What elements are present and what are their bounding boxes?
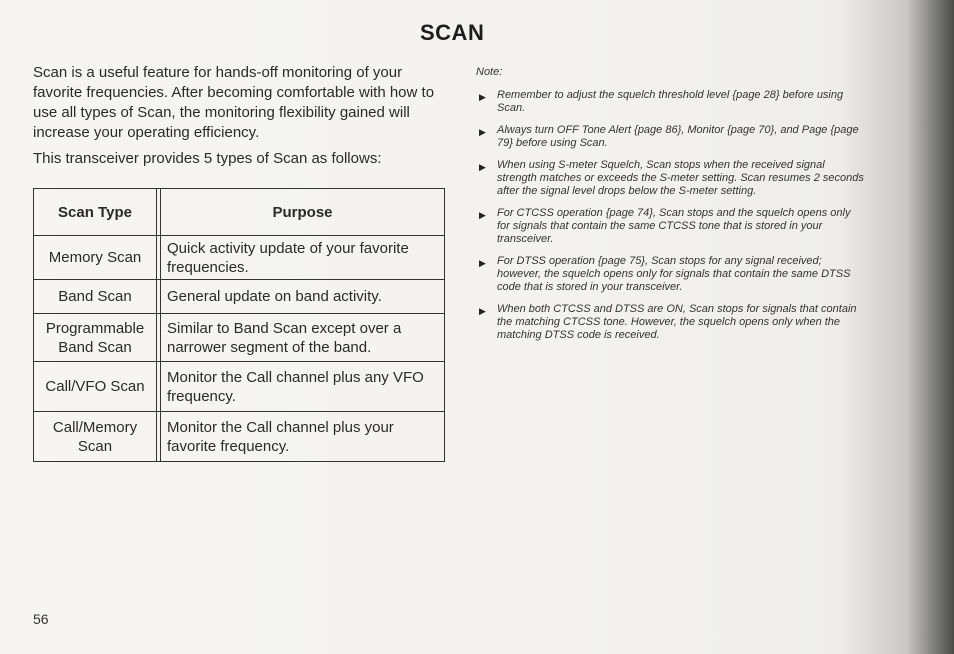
note-text: For CTCSS operation {page 74}, Scan stops and the squelch opens only for signals that contain the same CTCSS tone that is stored in your transceiver. <box>497 207 851 245</box>
scan-type-cell: Band Scan <box>34 280 157 314</box>
bullet-arrow-icon: ▶ <box>479 127 486 137</box>
note-text: When both CTCSS and DTSS are ON, Scan stops for signals that contain the matching CTCSS tone. However, the squelch opens only when the matching DTSS code is received. <box>497 303 857 341</box>
notes-list <box>476 89 866 351</box>
bullet-arrow-icon: ▶ <box>479 210 486 220</box>
purpose-cell: Monitor the Call channel plus any VFO frequency. <box>161 362 445 412</box>
intro-paragraph: Scan is a useful feature for hands-off monitoring of your favorite frequencies. After becoming comfortable with how to use all types of Scan, the monitoring flexibility gained will increase your operating efficiency. <box>33 64 435 141</box>
purpose-cell: Quick activity update of your favorite frequencies. <box>161 236 445 280</box>
list-item <box>476 159 866 198</box>
table-header-row <box>34 189 445 236</box>
scan-type-cell: Call/Memory Scan <box>34 412 157 462</box>
list-item <box>476 207 866 246</box>
purpose-cell: Monitor the Call channel plus your favorite frequency. <box>161 412 445 462</box>
bullet-arrow-icon: ▶ <box>479 306 486 316</box>
scan-types-table <box>33 188 445 462</box>
scan-type-cell: Memory Scan <box>34 236 157 280</box>
bleed-through-text <box>110 22 114 38</box>
note-text: For DTSS operation {page 75}, Scan stops for any signal received; however, the squelch opens only for signals that contain the same DTSS code that is stored in your transceiver. <box>497 255 851 293</box>
bullet-arrow-icon: ▶ <box>479 258 486 268</box>
table-row <box>34 236 445 280</box>
page-title: SCAN <box>420 20 485 45</box>
table-header-scan-type: Scan Type <box>34 189 157 236</box>
note-text: Remember to adjust the squelch threshold level {page 28} before using Scan. <box>497 89 844 114</box>
list-item <box>476 89 866 115</box>
scan-type-cell: Call/VFO Scan <box>34 362 157 412</box>
table-header-purpose: Purpose <box>161 189 445 236</box>
table-row <box>34 280 445 314</box>
purpose-cell: Similar to Band Scan except over a narrower segment of the band. <box>161 314 445 362</box>
bullet-arrow-icon: ▶ <box>479 162 486 172</box>
table-row <box>34 412 445 462</box>
purpose-cell: General update on band activity. <box>161 280 445 314</box>
list-item <box>476 303 866 342</box>
page-number: 56 <box>33 611 49 627</box>
note-text: When using S-meter Squelch, Scan stops when the received signal strength matches or exceeds the S-meter setting. Scan resumes 2 seconds after the signal level drops below the S-meter setting. <box>497 159 864 197</box>
note-label: Note: <box>476 66 503 78</box>
table-row <box>34 314 445 362</box>
list-item <box>476 124 866 150</box>
bullet-arrow-icon: ▶ <box>479 92 486 102</box>
list-item <box>476 255 866 294</box>
note-text: Always turn OFF Tone Alert {page 86}, Monitor {page 70}, and Page {page 79} before using Scan. <box>497 124 859 149</box>
scan-types-intro: This transceiver provides 5 types of Scan as follows: <box>33 150 382 167</box>
table-row <box>34 362 445 412</box>
scan-type-cell: Programmable Band Scan <box>34 314 157 362</box>
